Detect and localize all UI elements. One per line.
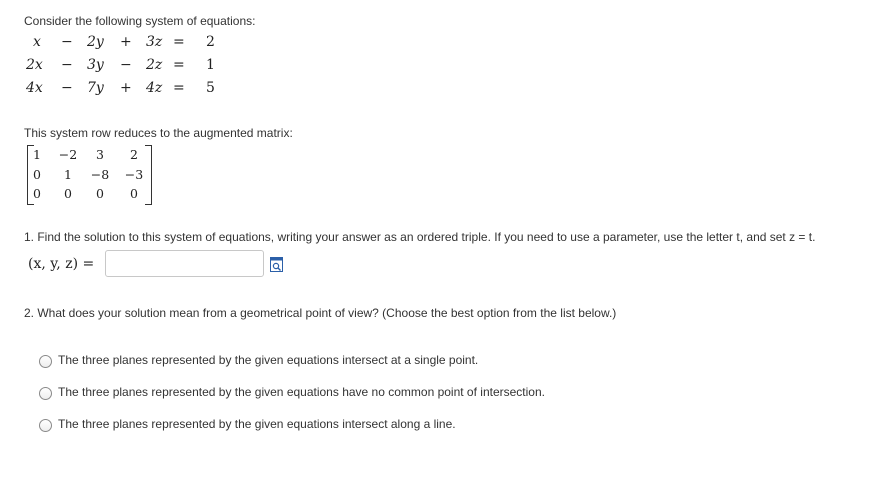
matrix-cell: −2 xyxy=(58,147,78,162)
matrix-cell: 1 xyxy=(64,167,72,182)
eq-equals: = xyxy=(173,34,185,50)
matrix-cell: 0 xyxy=(96,186,104,201)
eq-rhs: 5 xyxy=(206,80,215,96)
eq-op-1: − xyxy=(61,57,73,73)
option-label[interactable]: The three planes represented by the given equations intersect at a single point. xyxy=(58,353,479,367)
question-1-text: 1. Find the solution to this system of equations, writing your answer as an ordered triple. If you need to use a parameter, use the letter t, and set z = t. xyxy=(24,230,816,244)
option-radio[interactable] xyxy=(39,387,52,400)
eq-op-2: − xyxy=(120,57,132,73)
equation-row xyxy=(24,57,224,77)
eq-term-3: 2z xyxy=(146,57,163,73)
eq-op-1: − xyxy=(61,34,73,50)
eq-rhs: 2 xyxy=(206,34,215,50)
intro-text: Consider the following system of equations: xyxy=(24,14,256,28)
eq-term-3: 3z xyxy=(146,34,163,50)
matrix-cell: 2 xyxy=(130,147,138,162)
matrix-cell: 3 xyxy=(96,147,104,162)
question-2-text: 2. What does your solution mean from a geometrical point of view? (Choose the best option from the list below.) xyxy=(24,306,617,320)
matrix-cell: 0 xyxy=(130,186,138,201)
matrix-cell: 1 xyxy=(33,147,41,162)
preview-icon-graphic xyxy=(270,257,284,273)
eq-term-3: 4z xyxy=(146,80,163,96)
option-radio[interactable] xyxy=(39,419,52,432)
reduces-text: This system row reduces to the augmented matrix: xyxy=(24,126,293,140)
answer-label: (x, y, z) = xyxy=(28,256,95,272)
equation-row xyxy=(24,80,224,100)
matrix-cell: 0 xyxy=(33,186,41,201)
eq-op-1: − xyxy=(61,80,73,96)
option-label[interactable]: The three planes represented by the given equations intersect along a line. xyxy=(58,417,456,431)
matrix-cell: −8 xyxy=(90,167,110,182)
eq-term-2: 7y xyxy=(87,80,104,96)
matrix-cell: 0 xyxy=(33,167,41,182)
option-label[interactable]: The three planes represented by the given equations have no common point of intersection. xyxy=(58,385,545,399)
matrix-cell: −3 xyxy=(124,167,144,182)
equation-row xyxy=(24,34,224,54)
preview-icon[interactable] xyxy=(270,257,284,273)
option-radio[interactable] xyxy=(39,355,52,368)
answer-input[interactable] xyxy=(105,250,264,277)
eq-term-2: 2y xyxy=(87,34,104,50)
eq-term-1: x xyxy=(33,34,41,50)
eq-op-2: + xyxy=(120,80,132,96)
eq-term-1: 4x xyxy=(26,80,43,96)
matrix-cell: 0 xyxy=(64,186,72,201)
augmented-matrix xyxy=(27,145,152,203)
eq-equals: = xyxy=(173,57,185,73)
eq-op-2: + xyxy=(120,34,132,50)
eq-rhs: 1 xyxy=(206,57,215,73)
eq-term-2: 3y xyxy=(87,57,104,73)
eq-term-1: 2x xyxy=(26,57,43,73)
eq-equals: = xyxy=(173,80,185,96)
